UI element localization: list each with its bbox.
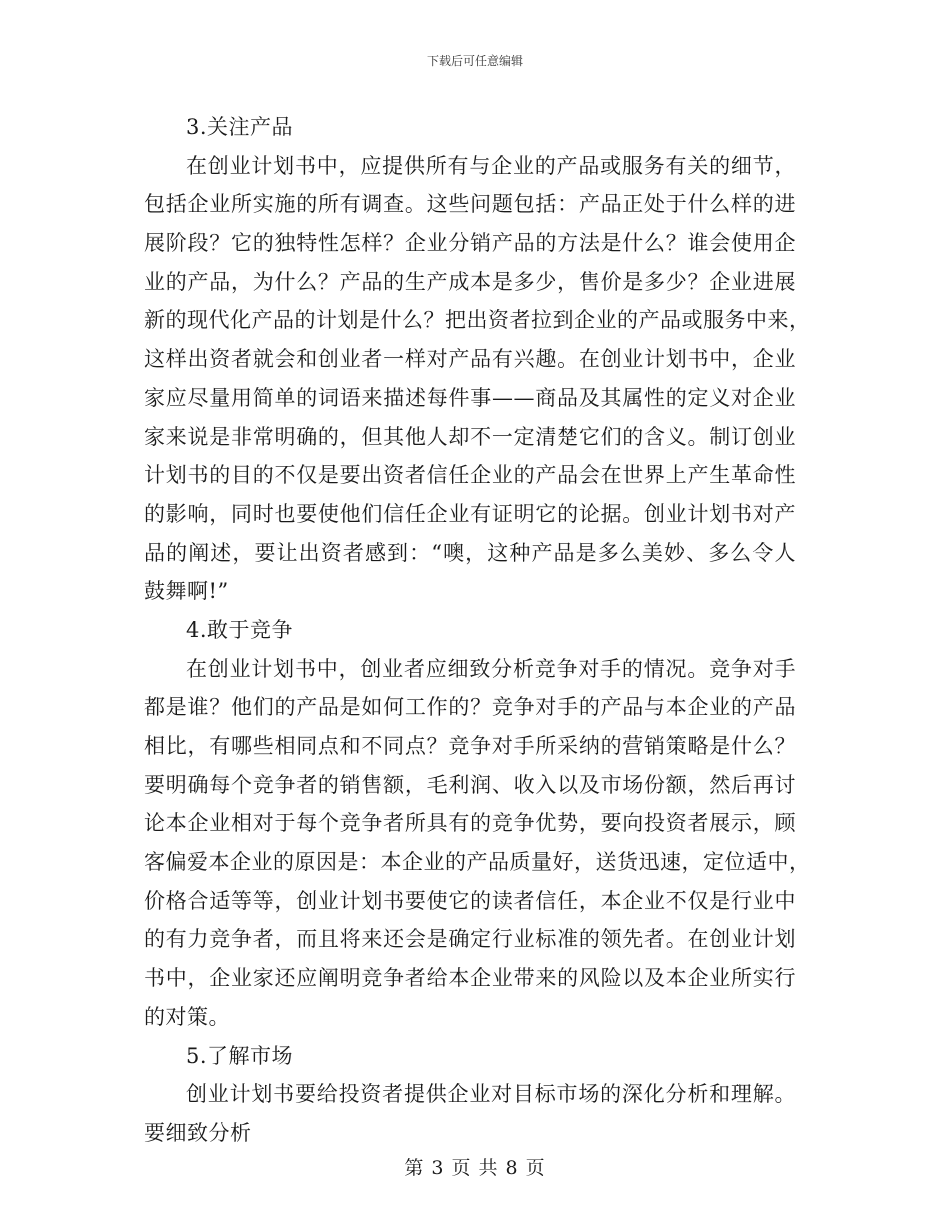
text-line: 4.敢于竞争: [186, 617, 294, 642]
text-line: 相比，有哪些相同点和不同点？竞争对手所采纳的营销策略是什么？: [144, 734, 796, 758]
text-line: 在创业计划书中，应提供所有与企业的产品或服务有关的细节，: [186, 153, 796, 178]
text-line: 的有力竞争者，而且将来还会是确定行业标准的领先者。在创业计划: [144, 927, 796, 952]
text-line: 要细致分析: [144, 1120, 252, 1145]
text-line: 计划书的目的不仅是要出资者信任企业的产品会在世界上产生革命性: [144, 463, 796, 488]
page-footer: 第 3 页 共 8 页: [404, 1157, 546, 1179]
text-line: 都是谁？他们的产品是如何工作的？竞争对手的产品与本企业的产品: [144, 695, 796, 720]
text-line: 包括企业所实施的所有调查。这些问题包括：产品正处于什么样的进: [144, 192, 796, 217]
document-body: [144, 108, 811, 1153]
page-header: 下载后可任意编辑: [426, 54, 523, 68]
text-line: 客偏爱本企业的原因是：本企业的产品质量好，送货迅速，定位适中，: [144, 850, 811, 875]
text-line: 要明确每个竞争者的销售额，毛利润、收入以及市场份额，然后再讨: [144, 772, 796, 797]
text-line: 展阶段？它的独特性怎样？企业分销产品的方法是什么？谁会使用企: [144, 231, 796, 256]
text-line: 这样出资者就会和创业者一样对产品有兴趣。在创业计划书中，企业: [144, 347, 796, 372]
text-line: 3.关注产品: [186, 115, 294, 139]
text-line: 的对策。: [144, 1004, 230, 1029]
text-line: 家应尽量用简单的词语来描述每件事——商品及其属性的定义对企业: [144, 385, 796, 410]
text-line: 价格合适等等，创业计划书要使它的读者信任，本企业不仅是行业中: [144, 888, 796, 913]
text-line: 5.了解市场: [186, 1043, 294, 1068]
text-line: 新的现代化产品的计划是什么？把出资者拉到企业的产品或服务中来，: [144, 308, 811, 333]
text-line: 的影响，同时也要使他们信任企业有证明它的论据。创业计划书对产: [144, 501, 796, 526]
text-line: 业的产品，为什么？产品的生产成本是多少，售价是多少？企业进展: [144, 269, 796, 294]
text-line: 家来说是非常明确的，但其他人却不一定清楚它们的含义。制订创业: [144, 424, 796, 449]
text-line: 书中，企业家还应阐明竞争者给本企业带来的风险以及本企业所实行: [144, 966, 796, 991]
text-line: 创业计划书要给投资者提供企业对目标市场的深化分析和理解。: [186, 1082, 796, 1107]
text-line: 论本企业相对于每个竞争者所具有的竞争优势，要向投资者展示，顾: [144, 811, 796, 836]
text-line: 鼓舞啊!”: [144, 579, 229, 604]
text-line: 在创业计划书中，创业者应细致分析竞争对手的情况。竞争对手: [186, 656, 796, 681]
text-line: 品的阐述，要让出资者感到：“噢，这种产品是多么美妙、多么令人: [144, 540, 796, 565]
